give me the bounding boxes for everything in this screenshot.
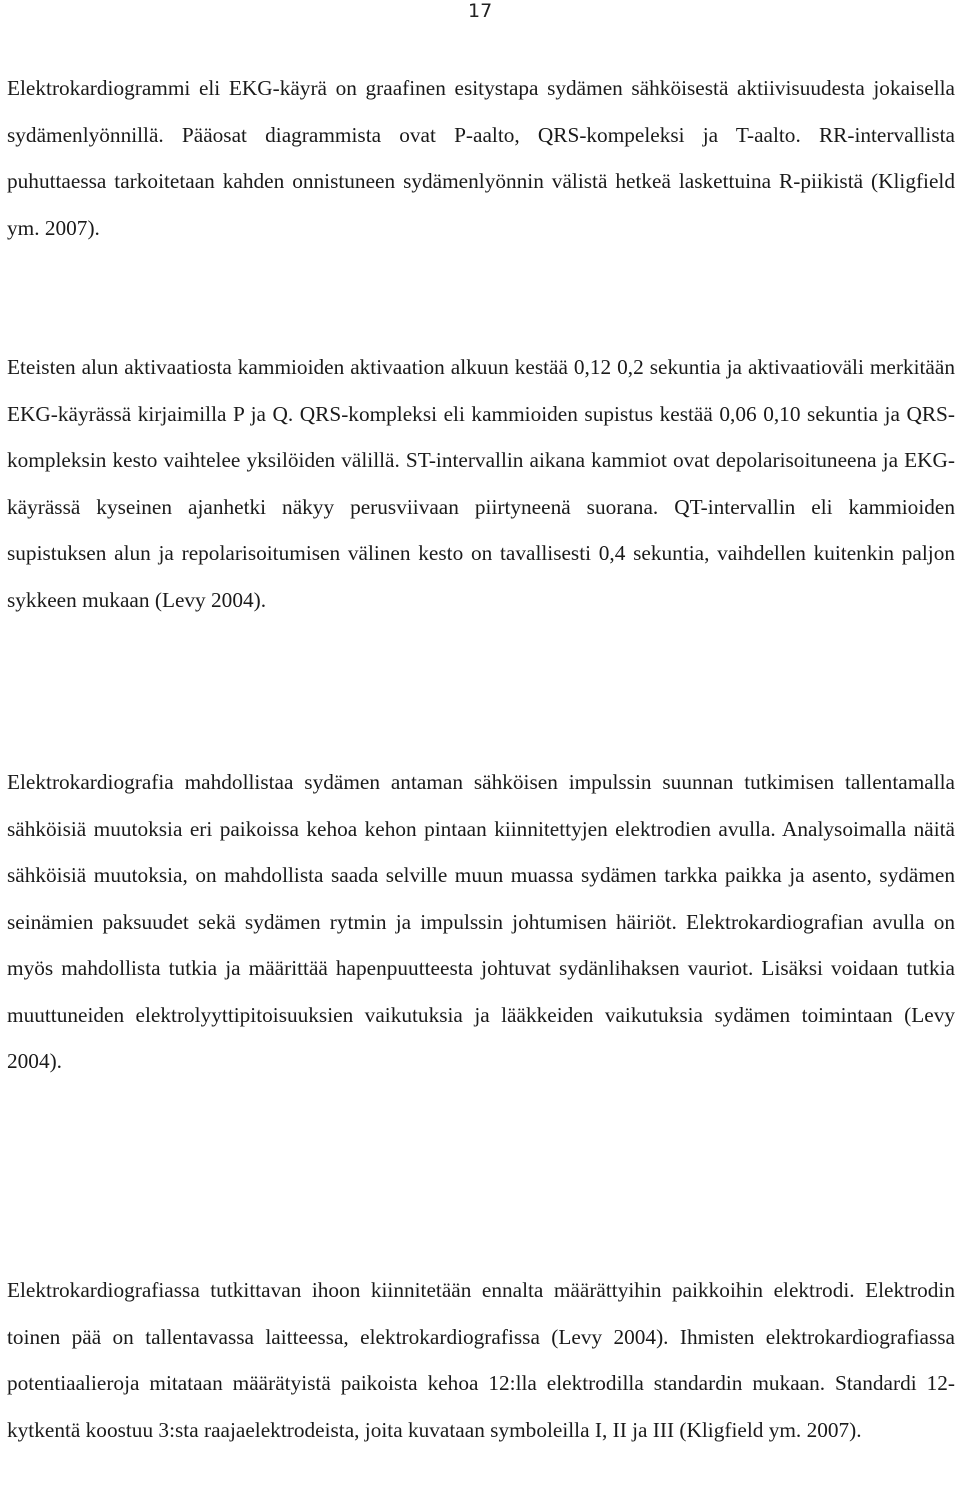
page-number: 17 [468,0,493,22]
paragraph-electrocardiography-uses: Elektrokardiografia mahdollistaa sydämen antaman sähköisen impulssin suunnan tutkimisen tallentamalla sähköisiä muutoksia eri paikoissa kehoa kehon pintaan kiinnitettyjen elektrodien avulla. Analysoimalla näitä sähköisiä muutoksia, on mahdollista saada selville muun muassa sydämen tarkka paikka ja asento, sydämen seinämien paksuudet sekä sydämen rytmin ja impulssin johtumisen häiriöt. Elektrokardiografian avulla on myös mahdollista tutkia ja määrittää hapenpuutteesta johtuvat sydänlihaksen vauriot. Lisäksi voidaan tutkia muuttuneiden elektrolyyttipitoisuuksien vaikutuksia ja lääkkeiden vaikutuksia sydämen toimintaan (Levy 2004). [7,770,955,1073]
paragraph-ekg-intervals: Eteisten alun aktivaatiosta kammioiden aktivaation alkuun kestää 0,12 0,2 sekuntia ja aktivaatioväli merkitään EKG-käyrässä kirjaimilla P ja Q. QRS-kompleksi eli kammioiden supistus kestää 0,06 0,10 sekuntia ja QRS-kompleksin kesto vaihtelee yksilöiden välillä. ST-intervallin aikana kammiot ovat depolarisoituneena ja EKG-käyrässä kyseinen ajanhetki näkyy perusviivaan piirtyneenä suorana. QT-intervallin eli kammioiden supistuksen alun ja repolarisoitumisen välinen kesto on tavallisesti 0,4 sekuntia, vaihdellen kuitenkin paljon sykkeen mukaan (Levy 2004). [7,355,955,612]
paragraph-electrode-placement: Elektrokardiografiassa tutkittavan ihoon kiinnitetään ennalta määrättyihin paikkoihin elektrodi. Elektrodin toinen pää on tallentavassa laitteessa, elektrokardiografissa (Levy 2004). Ihmisten elektrokardiografiassa potentiaalieroja mitataan määrätyistä paikoista kehoa 12:lla elektrodilla standardin mukaan. Standardi 12-kytkentä koostuu 3:sta raajaelektrodeista, joita kuvataan symboleilla I, II ja III (Kligfield ym. 2007). [7,1278,955,1442]
paragraph-ekg-definition: Elektrokardiogrammi eli EKG-käyrä on graafinen esitystapa sydämen sähköisestä aktiivisuudesta jokaisella sydämenlyönnillä. Pääosat diagrammista ovat P-aalto, QRS-kompeleksi ja T-aalto. RR-intervallista puhuttaessa tarkoitetaan kahden onnistuneen sydämenlyönnin välistä hetkeä laskettuina R-piikistä (Kligfield ym. 2007). [7,76,955,240]
